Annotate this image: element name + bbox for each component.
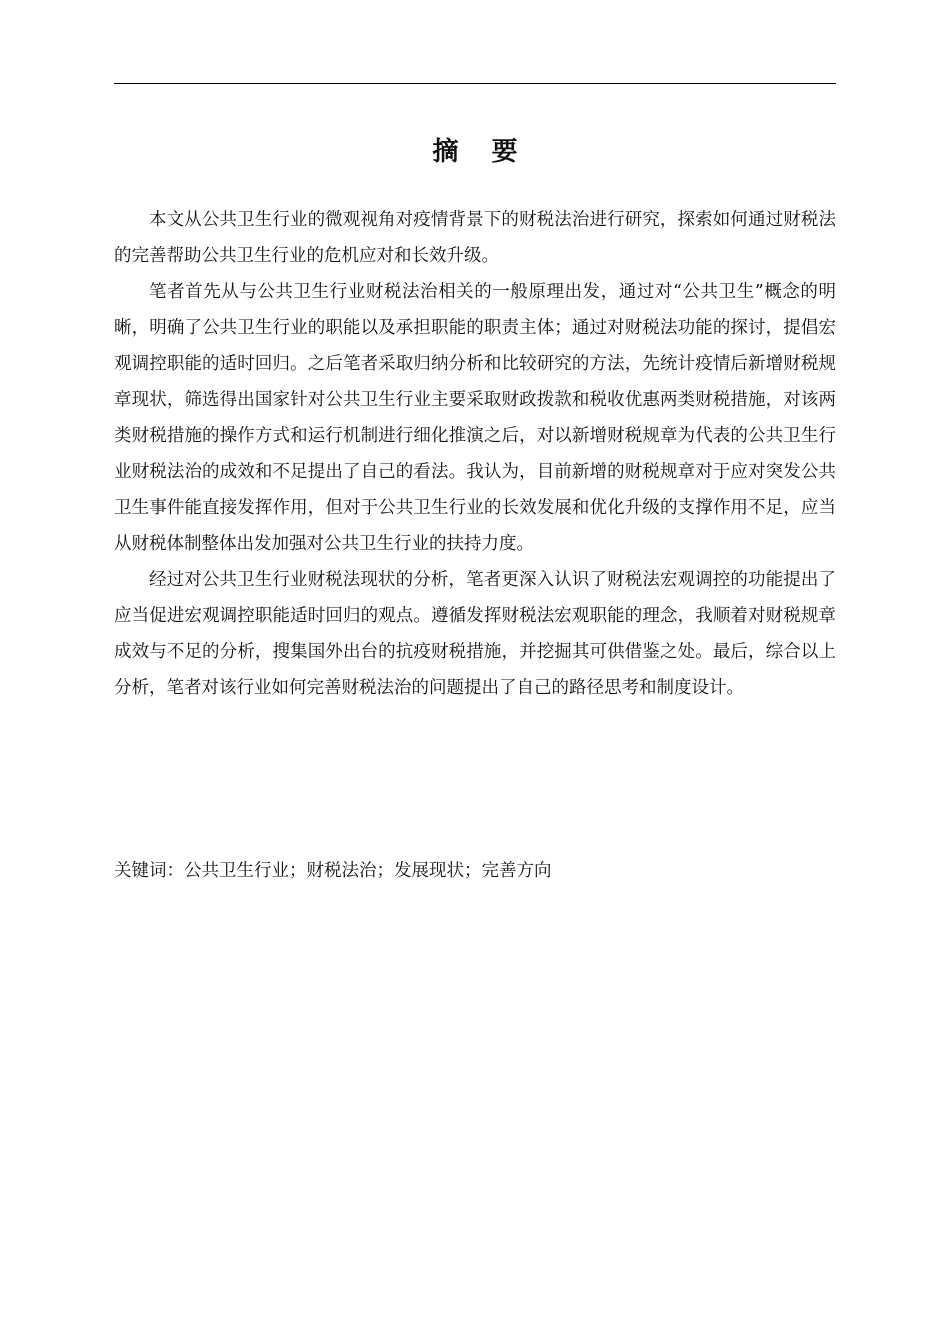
keywords-label: 关键词： [114,861,184,881]
keywords-line [114,853,836,889]
abstract-paragraph-3: 经过对公共卫生行业财税法现状的分析，笔者更深入认识了财税法宏观调控的功能提出了应当促进宏观调控职能适时回归的观点。遵循发挥财税法宏观职能的理念，我顺着对财税规章成效与不足的分析，搜集国外出台的抗疫财税措施，并挖掘其可供借鉴之处。最后，综合以上分析，笔者对该行业如何完善财税法治的问题提出了自己的路径思考和制度设计。 [114,570,836,698]
abstract-body [114,202,836,706]
header-rule [114,83,836,84]
keywords-list: 公共卫生行业；财税法治；发展现状；完善方向 [184,861,552,881]
page-title: 摘 要 [432,137,530,167]
abstract-paragraph-2: 笔者首先从与公共卫生行业财税法治相关的一般原理出发，通过对“公共卫生”概念的明晰，明确了公共卫生行业的职能以及承担职能的职责主体；通过对财税法功能的探讨，提倡宏观调控职能的适时回归。之后笔者采取归纳分析和比较研究的方法，先统计疫情后新增财税规章现状，筛选得出国家针对公共卫生行业主要采取财政拨款和税收优惠两类财税措施，对该两类财税措施的操作方式和运行机制进行细化推演之后，对以新增财税规章为代表的公共卫生行业财税法治的成效和不足提出了自己的看法。我认为，目前新增的财税规章对于应对突发公共卫生事件能直接发挥作用，但对于公共卫生行业的长效发展和优化升级的支撑作用不足，应当从财税体制整体出发加强对公共卫生行业的扶持力度。 [114,282,836,554]
abstract-paragraph-1: 本文从公共卫生行业的微观视角对疫情背景下的财税法治进行研究，探索如何通过财税法的完善帮助公共卫生行业的危机应对和长效升级。 [114,210,836,266]
